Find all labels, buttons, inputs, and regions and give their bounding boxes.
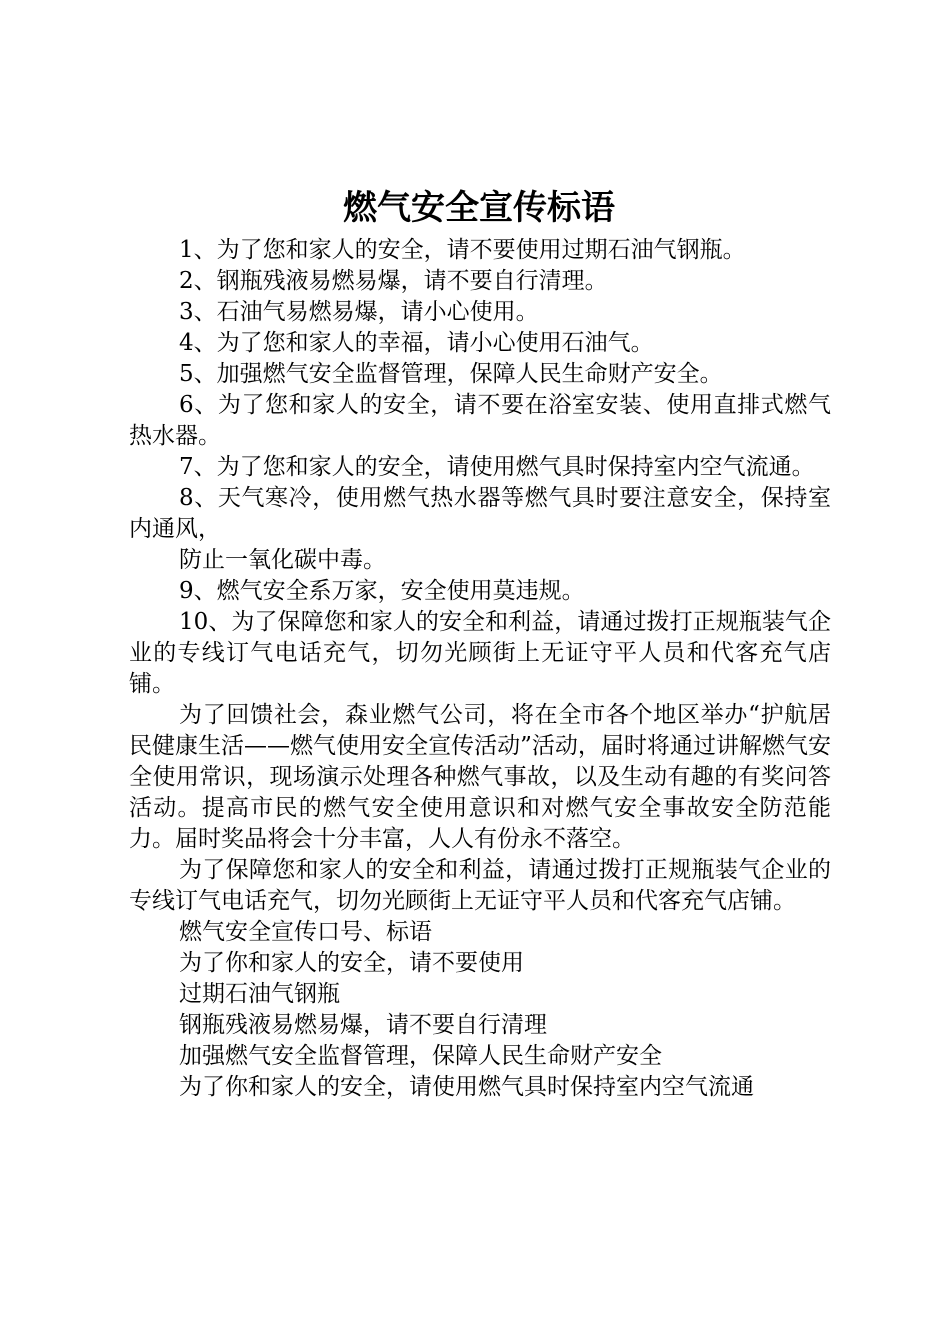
- paragraph: 5、加强燃气安全监督管理，保障人民生命财产安全。: [179, 361, 723, 387]
- paragraph: 8、天气寒冷，使用燃气热水器等燃气具时要注意安全，保持室内通风，: [129, 485, 831, 542]
- paragraph: 2、钢瓶残液易燃易爆，请不要自行清理。: [179, 268, 608, 294]
- paragraph: 燃气安全宣传口号、标语: [179, 919, 432, 945]
- paragraph: 6、为了您和家人的安全，请不要在浴室安装、使用直排式燃气热水器。: [129, 392, 831, 449]
- paragraph: 加强燃气安全监督管理，保障人民生命财产安全: [179, 1043, 662, 1069]
- paragraph: 防止一氧化碳中毒。: [179, 547, 386, 573]
- document-title: 燃气安全宣传标语: [343, 188, 615, 228]
- paragraph: 为了你和家人的安全，请使用燃气具时保持室内空气流通: [179, 1074, 754, 1100]
- paragraph: 为了你和家人的安全，请不要使用: [179, 950, 524, 976]
- paragraph: 为了回馈社会，森业燃气公司，将在全市各个地区举办“护航居民健康生活——燃气使用安全宣传活动”活动，届时将通过讲解燃气安全使用常识，现场演示处理各种燃气事故，以及生动有趣的有奖问答活动。提高市民的燃气安全使用意识和对燃气安全事故安全防范能力。届时奖品将会十分丰富，人人有份永不落空。: [129, 702, 831, 852]
- paragraph: 9、燃气安全系万家，安全使用莫违规。: [179, 578, 585, 604]
- paragraph: 3、石油气易燃易爆，请小心使用。: [179, 299, 539, 325]
- paragraph: 1、为了您和家人的安全，请不要使用过期石油气钢瓶。: [179, 237, 746, 263]
- paragraph: 10、为了保障您和家人的安全和利益，请通过拨打正规瓶装气企业的专线订气电话充气，切勿光顾街上无证守平人员和代客充气店铺。: [129, 609, 831, 697]
- paragraph: 7、为了您和家人的安全，请使用燃气具时保持室内空气流通。: [179, 454, 815, 480]
- paragraph: 过期石油气钢瓶: [179, 981, 340, 1007]
- paragraph: 钢瓶残液易燃易爆，请不要自行清理: [179, 1012, 547, 1038]
- paragraph: 4、为了您和家人的幸福，请小心使用石油气。: [179, 330, 654, 356]
- document-body: [129, 235, 831, 1103]
- paragraph: 为了保障您和家人的安全和利益，请通过拨打正规瓶装气企业的专线订气电话充气，切勿光顾街上无证守平人员和代客充气店铺。: [129, 857, 831, 914]
